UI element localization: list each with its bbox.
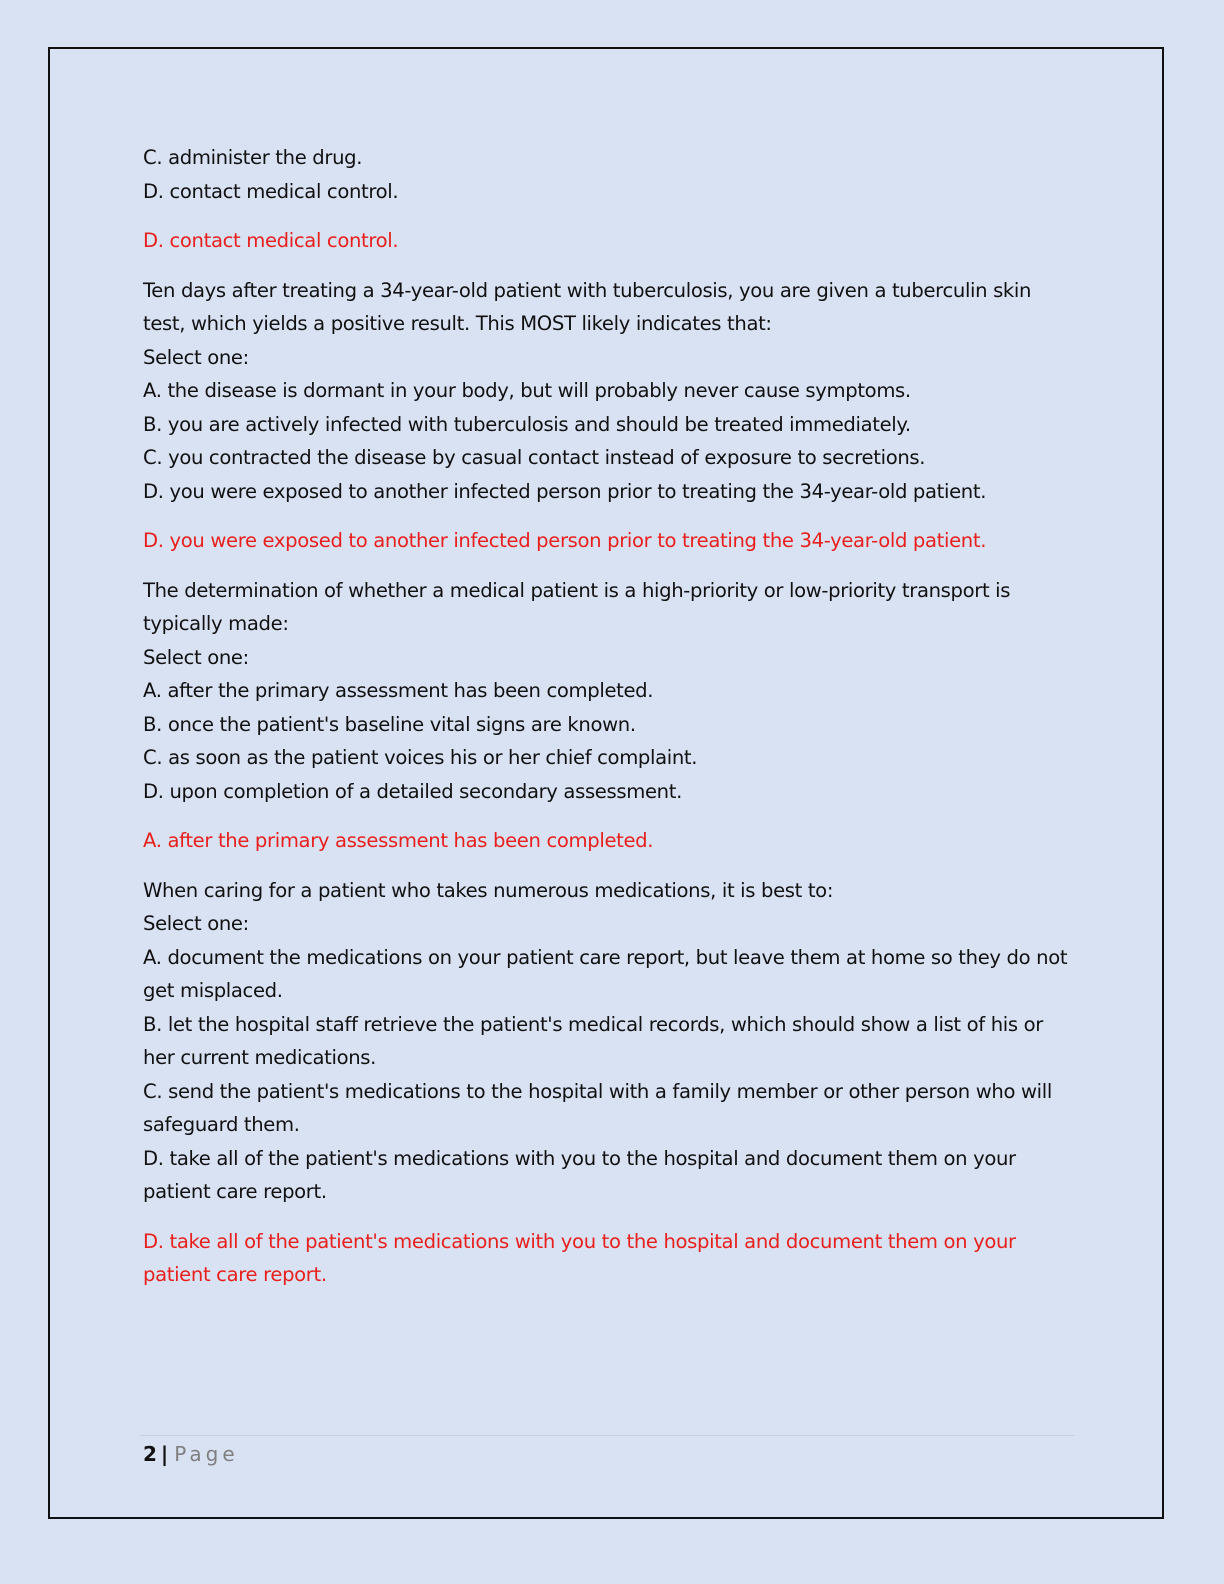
select-prompt: Select one: bbox=[143, 912, 249, 935]
option-b: B. let the hospital staff retrieve the patient's medical records, which should show a list of his or her current medications. bbox=[143, 1012, 1043, 1069]
page-footer bbox=[143, 1437, 239, 1471]
option-d: D. you were exposed to another infected person prior to treating the 34-year-old patient. bbox=[143, 479, 987, 503]
option-d: D. contact medical control. bbox=[143, 179, 399, 203]
question-stem: The determination of whether a medical patient is a high-priority or low-priority transport is typically made: bbox=[143, 578, 1011, 635]
option-a: A. the disease is dormant in your body, but will probably never cause symptoms. bbox=[143, 379, 911, 402]
question-stem: When caring for a patient who takes numerous medications, it is best to: bbox=[143, 878, 834, 902]
page-number: 2 bbox=[143, 1442, 157, 1466]
question-block bbox=[143, 874, 1078, 1292]
question-block bbox=[143, 574, 1078, 858]
document-body bbox=[143, 141, 1078, 1292]
option-c: C. you contracted the disease by casual contact instead of exposure to secretions. bbox=[143, 446, 926, 469]
option-a: A. after the primary assessment has been completed. bbox=[143, 679, 654, 702]
answer-text: D. take all of the patient's medications with you to the hospital and document them on your patient care report. bbox=[143, 1229, 1016, 1286]
answer-text: A. after the primary assessment has been completed. bbox=[143, 829, 654, 852]
option-a: A. document the medications on your patient care report, but leave them at home so they do not get misplaced. bbox=[143, 945, 1068, 1002]
page-label: Page bbox=[174, 1442, 239, 1466]
option-b: B. once the patient's baseline vital signs are known. bbox=[143, 712, 636, 736]
option-c: C. send the patient's medications to the hospital with a family member or other person who will safeguard them. bbox=[143, 1079, 1052, 1136]
option-c: C. administer the drug. bbox=[143, 146, 363, 169]
answer-text: D. you were exposed to another infected person prior to treating the 34-year-old patient. bbox=[143, 529, 987, 552]
answer-text: D. contact medical control. bbox=[143, 229, 399, 252]
option-d: D. take all of the patient's medications with you to the hospital and document them on your patient care report. bbox=[143, 1146, 1016, 1203]
question-stem: Ten days after treating a 34-year-old patient with tuberculosis, you are given a tuberculin skin test, which yields a positive result. This MOST likely indicates that: bbox=[143, 278, 1032, 335]
option-d: D. upon completion of a detailed secondary assessment. bbox=[143, 779, 682, 803]
footer-separator: | bbox=[160, 1442, 169, 1466]
select-prompt: Select one: bbox=[143, 645, 249, 669]
select-prompt: Select one: bbox=[143, 345, 249, 369]
option-c: C. as soon as the patient voices his or her chief complaint. bbox=[143, 746, 698, 769]
footer-divider bbox=[140, 1435, 1074, 1436]
option-b: B. you are actively infected with tuberculosis and should be treated immediately. bbox=[143, 412, 911, 436]
question-block bbox=[143, 274, 1078, 558]
